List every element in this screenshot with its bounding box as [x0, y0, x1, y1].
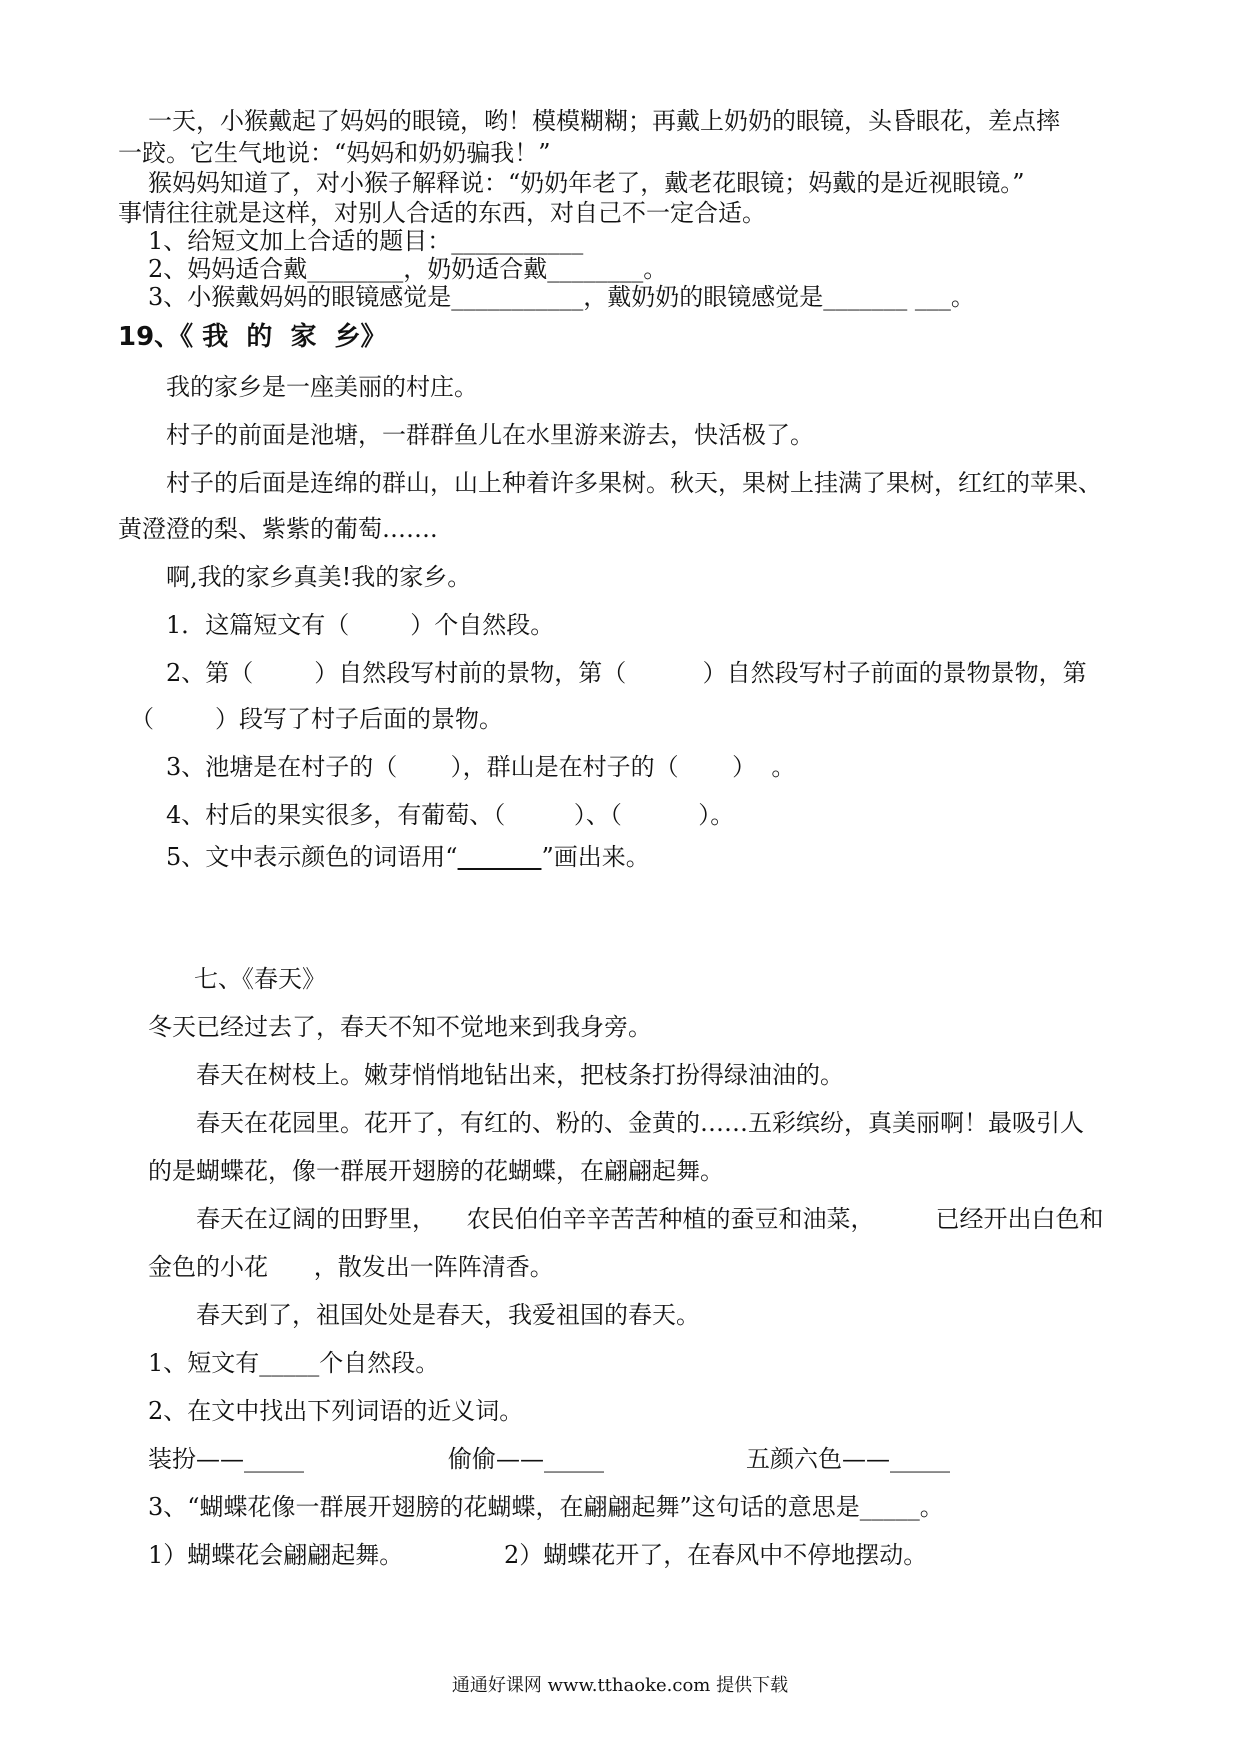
story2-question5-text-before: 5、文中表示颜色的词语用“	[166, 843, 458, 871]
story2-question5-text-after: ”画出来。	[541, 843, 650, 871]
story3-paragraph4-line1: 春天在辽阔的田野里， 农民伯伯辛辛苦苦种植的蚕豆和油菜， 已经开出白色和	[196, 1205, 1104, 1233]
story2-paragraph4: 啊,我的家乡真美!我的家乡。	[166, 563, 472, 591]
story1-question2: 2、妈妈适合戴________，奶奶适合戴________。	[148, 255, 668, 283]
story3-paragraph3-line1: 春天在花园里。花开了，有红的、粉的、金黄的……五彩缤纷，真美丽啊！最吸引人	[196, 1109, 1084, 1137]
story3-question2-item-b: 偷偷——_____	[448, 1445, 604, 1473]
story3-paragraph3-line2: 的是蝴蝶花，像一群展开翅膀的花蝴蝶，在翩翩起舞。	[148, 1157, 724, 1185]
story2-paragraph1: 我的家乡是一座美丽的村庄。	[166, 373, 478, 401]
story1-question1: 1、给短文加上合适的题目：___________	[148, 227, 584, 255]
story2-heading: 19、《 我 的 家 乡》	[118, 322, 387, 352]
story3-paragraph5: 春天到了，祖国处处是春天，我爱祖国的春天。	[196, 1301, 700, 1329]
story3-question3-option2: 2）蝴蝶花开了，在春风中不停地摆动。	[504, 1541, 928, 1569]
story3-question3: 3、“蝴蝶花像一群展开翅膀的花蝴蝶，在翩翩起舞”这句话的意思是_____。	[148, 1493, 944, 1521]
story3-question1: 1、短文有_____个自然段。	[148, 1349, 440, 1377]
story3-question2-item-a: 装扮——_____	[148, 1445, 304, 1473]
story2-paragraph3-line2: 黄澄澄的梨、紫紫的葡萄…….	[118, 515, 438, 543]
story2-paragraph2: 村子的前面是池塘，一群群鱼儿在水里游来游去，快活极了。	[166, 421, 814, 449]
story1-paragraph2-line1: 猴妈妈知道了，对小猴子解释说：“奶奶年老了，戴老花眼镜；妈戴的是近视眼镜。”	[148, 169, 1025, 197]
story1-paragraph1-line2: 一跤。它生气地说：“妈妈和奶奶骗我！”	[118, 139, 551, 167]
story2-question4: 4、村后的果实很多，有葡萄、（ ）、（ ）。	[166, 801, 735, 829]
story3-heading: 七、《春天》	[194, 965, 326, 993]
story2-question1: 1．这篇短文有（ ）个自然段。	[166, 611, 555, 639]
story1-question3: 3、小猴戴妈妈的眼镜感觉是___________，戴奶奶的眼镜感觉是_______ ___。	[148, 283, 975, 311]
story3-paragraph1: 冬天已经过去了，春天不知不觉地来到我身旁。	[148, 1013, 652, 1041]
story2-question3: 3、池塘是在村子的（ ），群山是在村子的（ ） 。	[166, 753, 796, 781]
story3-paragraph2: 春天在树枝上。嫩芽悄悄地钻出来，把枝条打扮得绿油油的。	[196, 1061, 844, 1089]
story1-paragraph2-line2: 事情往往就是这样，对别人合适的东西，对自己不一定合适。	[118, 199, 766, 227]
story3-question2: 2、在文中找出下列词语的近义词。	[148, 1397, 524, 1425]
story3-question2-item-c: 五颜六色——_____	[746, 1445, 950, 1473]
story2-question5-underline-sample	[458, 843, 542, 871]
story3-paragraph4-line2: 金色的小花 ，散发出一阵阵清香。	[148, 1253, 554, 1281]
story3-question3-option1: 1）蝴蝶花会翩翩起舞。	[148, 1541, 404, 1569]
story2-paragraph3-line1: 村子的后面是连绵的群山，山上种着许多果树。秋天，果树上挂满了果树，红红的苹果、	[166, 469, 1102, 497]
story2-question2-line1: 2、第（ ）自然段写村前的景物，第（ ）自然段写村子前面的景物景物，第	[166, 659, 1087, 687]
story1-paragraph1-line1: 一天，小猴戴起了妈妈的眼镜，哟！模模糊糊；再戴上奶奶的眼镜，头昏眼花，差点摔	[148, 107, 1060, 135]
story2-question5	[166, 842, 650, 872]
story2-question2-line2: （ ）段写了村子后面的景物。	[130, 705, 504, 733]
page-footer: 通通好课网 www.tthaoke.com 提供下载	[451, 1675, 789, 1696]
